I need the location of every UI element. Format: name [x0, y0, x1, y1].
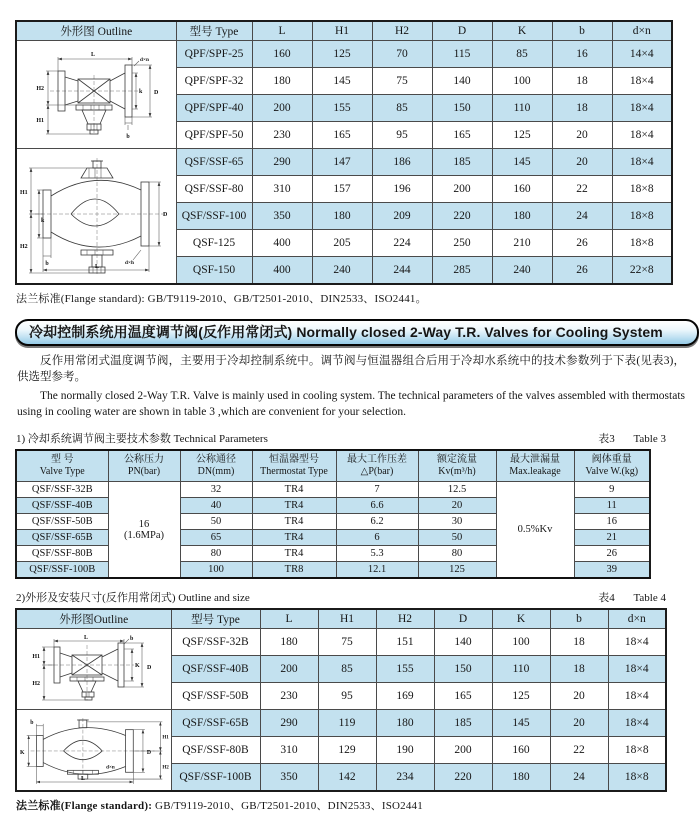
dim-cell: 160 [492, 737, 550, 764]
table3-header-pn: 公称压力 PN(bar) [108, 450, 180, 482]
table4-header-outline: 外形图Outline [16, 609, 171, 629]
dim-cell: 24 [550, 764, 608, 792]
thermostat-cell: TR4 [252, 514, 336, 530]
dim-cell: 18×4 [608, 656, 666, 683]
valve-type-cell: QPF/SPF-40 [176, 95, 252, 122]
svg-text:H2: H2 [36, 85, 45, 92]
table1-header-type: 型号 Type [176, 21, 252, 41]
svg-text:K: K [134, 663, 140, 670]
dim-cell: 209 [372, 203, 432, 230]
dim-cell: 220 [432, 203, 492, 230]
valve-dimensions-table [15, 20, 673, 285]
svg-text:H2: H2 [162, 764, 169, 771]
dim-cell: 160 [252, 41, 312, 68]
valve-type-cell: QPF/SPF-32 [176, 68, 252, 95]
table1-header-b: b [552, 21, 612, 41]
table-row [16, 41, 672, 68]
dim-cell: 70 [372, 41, 432, 68]
dim-cell: 20 [550, 710, 608, 737]
flange-note-2-rest: GB/T9119-2010、GB/T2501-2010、DIN2533、ISO2441 [152, 800, 423, 813]
valve-type-cell: QSF/SSF-100 [176, 203, 252, 230]
table4-header-L: L [260, 609, 318, 629]
kv-cell: 30 [418, 514, 496, 530]
dim-cell: 200 [260, 656, 318, 683]
dp-cell: 12.1 [336, 562, 418, 579]
dim-cell: 224 [372, 230, 432, 257]
dim-cell: 140 [434, 629, 492, 656]
dim-cell: 220 [434, 764, 492, 792]
table3-header-row [16, 450, 650, 482]
dim-cell: 18 [550, 629, 608, 656]
dim-cell: 125 [312, 41, 372, 68]
valve-type-cell: QSF-125 [176, 230, 252, 257]
dim-cell: 180 [252, 68, 312, 95]
valve-type-cell: QSF/SSF-100B [16, 562, 108, 579]
table1-header-K: K [492, 21, 552, 41]
dim-cell: 18 [552, 68, 612, 95]
outline-size-table [15, 608, 667, 792]
dim-cell: 186 [372, 149, 432, 176]
dim-cell: 85 [492, 41, 552, 68]
svg-text:H2: H2 [20, 244, 28, 250]
table1-header-dxn: d×n [612, 21, 672, 41]
dim-cell: 129 [318, 737, 376, 764]
dim-cell: 18×8 [612, 230, 672, 257]
dim-cell: 100 [492, 629, 550, 656]
flange-note-2-bold: 法兰标准(Flange standard): [16, 800, 153, 813]
table3-header-dn: 公称通径 DN(mm) [180, 450, 252, 482]
valve-outline-drawing-1 [20, 46, 172, 144]
dim-cell: 290 [252, 149, 312, 176]
dim-cell: 160 [492, 176, 552, 203]
kv-cell: 50 [418, 530, 496, 546]
svg-text:L: L [83, 635, 88, 642]
dim-cell: 125 [492, 122, 552, 149]
table-4-ref [598, 589, 666, 605]
dim-cell: 151 [376, 629, 434, 656]
kv-cell: 125 [418, 562, 496, 579]
dim-cell: 20 [550, 683, 608, 710]
svg-text:H1: H1 [32, 654, 40, 661]
intro-paragraph-en: The normally closed 2-Way T.R. Valve is mainly used in cooling system. The technical parameters of the valves assembled with thermostats using in cooling water are shown in table 3 ,which are convenient for your selection. [17, 389, 685, 418]
flange-note-2 [16, 797, 687, 813]
dim-cell: 350 [260, 764, 318, 792]
dim-cell: 180 [376, 710, 434, 737]
table4-header-dxn: d×n [608, 609, 666, 629]
table-3-ref [598, 430, 666, 446]
table4-header-H2: H2 [376, 609, 434, 629]
dim-cell: 200 [434, 737, 492, 764]
dn-cell: 50 [180, 514, 252, 530]
dim-cell: 157 [312, 176, 372, 203]
thermostat-cell: TR4 [252, 530, 336, 546]
table3-header-dp: 最大工作压差 △P(bar) [336, 450, 418, 482]
table-3-ref-cn: 表3 [598, 433, 615, 446]
table-row [16, 710, 666, 737]
svg-text:H1: H1 [20, 190, 28, 196]
table1-header-H2: H2 [372, 21, 432, 41]
dn-cell: 80 [180, 546, 252, 562]
kv-cell: 12.5 [418, 482, 496, 498]
kv-cell: 80 [418, 546, 496, 562]
dim-cell: 240 [312, 257, 372, 285]
table4-header-b: b [550, 609, 608, 629]
dim-cell: 185 [432, 149, 492, 176]
outline-drawing-cell-b-small [16, 629, 171, 710]
dim-cell: 85 [318, 656, 376, 683]
dim-cell: 244 [372, 257, 432, 285]
svg-text:H2: H2 [32, 681, 40, 688]
dn-cell: 32 [180, 482, 252, 498]
outline-drawing-cell-b-large [16, 710, 171, 792]
dim-cell: 26 [552, 230, 612, 257]
dim-cell: 18×8 [612, 176, 672, 203]
dim-cell: 110 [492, 656, 550, 683]
dim-cell: 290 [260, 710, 318, 737]
table4-header-K: K [492, 609, 550, 629]
table-row [16, 149, 672, 176]
valve-type-cell: QSF/SSF-50B [16, 514, 108, 530]
table4-header-type: 型号 Type [171, 609, 260, 629]
section-2-label: 2)外形及安装尺寸(反作用常闭式) Outline and size [16, 592, 250, 605]
svg-text:b: b [45, 261, 49, 267]
weight-cell: 26 [574, 546, 650, 562]
dn-cell: 65 [180, 530, 252, 546]
section-1-row [16, 430, 666, 446]
valve-type-cell: QSF/SSF-80 [176, 176, 252, 203]
valve-type-cell: QSF/SSF-65B [171, 710, 260, 737]
dim-cell: 150 [434, 656, 492, 683]
dim-cell: 169 [376, 683, 434, 710]
valve-outline-drawing-2 [19, 154, 175, 278]
dim-cell: 18×4 [608, 710, 666, 737]
dim-cell: 20 [552, 149, 612, 176]
svg-text:D: D [154, 89, 159, 96]
flange-note-1: 法兰标准(Flange standard): GB/T9119-2010、GB/T2501-2010、DIN2533、ISO2441。 [16, 293, 427, 305]
dim-cell: 185 [434, 710, 492, 737]
dim-cell: 200 [252, 95, 312, 122]
svg-text:D: D [163, 212, 168, 218]
table-row [16, 629, 666, 656]
dim-cell: 145 [312, 68, 372, 95]
dim-cell: 85 [372, 95, 432, 122]
dim-cell: 125 [492, 683, 550, 710]
valve-type-cell: QSF/SSF-32B [171, 629, 260, 656]
dim-cell: 18×8 [608, 764, 666, 792]
dim-cell: 140 [432, 68, 492, 95]
table3-header-thermostat: 恒温器型号 Thermostat Type [252, 450, 336, 482]
dim-cell: 18×4 [612, 68, 672, 95]
svg-text:L: L [80, 776, 85, 783]
valve-outline-drawing-4 [19, 713, 172, 787]
dim-cell: 18×4 [608, 629, 666, 656]
dim-cell: 18×8 [612, 203, 672, 230]
dp-cell: 6.6 [336, 498, 418, 514]
kv-cell: 20 [418, 498, 496, 514]
valve-type-cell: QSF/SSF-80B [171, 737, 260, 764]
svg-text:K: K [19, 750, 25, 757]
thermostat-cell: TR4 [252, 498, 336, 514]
dim-cell: 240 [492, 257, 552, 285]
dim-cell: 18 [550, 656, 608, 683]
svg-text:d×h: d×h [125, 260, 134, 266]
table4-header-row [16, 609, 666, 629]
dim-cell: 180 [492, 203, 552, 230]
dim-cell: 190 [376, 737, 434, 764]
table-3-ref-en: Table 3 [633, 433, 666, 446]
table3-header-weight: 阀体重量 Valve W.(kg) [574, 450, 650, 482]
svg-text:b: b [129, 636, 134, 643]
table3-header-leakage: 最大泄漏量 Max.leakage [496, 450, 574, 482]
dim-cell: 100 [492, 68, 552, 95]
dim-cell: 18×4 [612, 149, 672, 176]
table1-header-outline: 外形图 Outline [16, 21, 176, 41]
dim-cell: 95 [372, 122, 432, 149]
dim-cell: 115 [432, 41, 492, 68]
dim-cell: 310 [260, 737, 318, 764]
dim-cell: 230 [252, 122, 312, 149]
section-title-banner: 冷却控制系统用温度调节阀(反作用常闭式) Normally closed 2-Way T.R. Valves for Cooling System [15, 319, 699, 346]
valve-type-cell: QSF/SSF-100B [171, 764, 260, 792]
svg-text:b: b [126, 133, 130, 140]
dim-cell: 350 [252, 203, 312, 230]
svg-text:H1: H1 [36, 117, 45, 124]
section-2-row [16, 589, 666, 605]
pn-merged-cell: 16 (1.6MPa) [108, 482, 180, 579]
dim-cell: 145 [492, 710, 550, 737]
valve-type-cell: QSF/SSF-80B [16, 546, 108, 562]
thermostat-cell: TR8 [252, 562, 336, 579]
dim-cell: 26 [552, 257, 612, 285]
svg-text:d×n: d×n [106, 764, 115, 771]
dim-cell: 200 [432, 176, 492, 203]
svg-text:D: D [146, 665, 152, 672]
dim-cell: 165 [312, 122, 372, 149]
weight-cell: 11 [574, 498, 650, 514]
table-4-ref-en: Table 4 [633, 592, 666, 605]
dim-cell: 75 [318, 629, 376, 656]
dim-cell: 95 [318, 683, 376, 710]
dim-cell: 400 [252, 257, 312, 285]
leakage-merged-cell: 0.5%Kv [496, 482, 574, 579]
dim-cell: 205 [312, 230, 372, 257]
weight-cell: 9 [574, 482, 650, 498]
valve-type-cell: QPF/SPF-50 [176, 122, 252, 149]
dim-cell: 24 [552, 203, 612, 230]
dim-cell: 18 [552, 95, 612, 122]
dim-cell: 147 [312, 149, 372, 176]
svg-text:b: b [30, 720, 34, 727]
table1-header-row [16, 21, 672, 41]
dim-cell: 155 [312, 95, 372, 122]
dim-cell: 22 [550, 737, 608, 764]
dim-cell: 75 [372, 68, 432, 95]
dim-cell: 196 [372, 176, 432, 203]
dim-cell: 142 [318, 764, 376, 792]
dim-cell: 16 [552, 41, 612, 68]
dp-cell: 5.3 [336, 546, 418, 562]
svg-text:k: k [139, 88, 143, 95]
outline-drawing-cell-qpf [16, 41, 176, 149]
table-row [16, 482, 650, 498]
dp-cell: 6 [336, 530, 418, 546]
svg-text:L: L [94, 264, 100, 270]
svg-text:D: D [146, 750, 152, 757]
table1-header-L: L [252, 21, 312, 41]
table4-header-D: D [434, 609, 492, 629]
outline-drawing-cell-qsf [16, 149, 176, 285]
table3-header-type: 型 号 Valve Type [16, 450, 108, 482]
technical-parameters-table [15, 449, 651, 579]
thermostat-cell: TR4 [252, 482, 336, 498]
table1-header-D: D [432, 21, 492, 41]
valve-type-cell: QSF/SSF-65 [176, 149, 252, 176]
dim-cell: 119 [318, 710, 376, 737]
intro-paragraph-cn: 反作用常闭式温度调节阀，主要用于冷却控制系统中。调节阀与恒温器组合后用于冷却水系统中的技术参数列于下表(见表3)，供选型参考。 [17, 355, 685, 384]
dim-cell: 234 [376, 764, 434, 792]
dim-cell: 18×4 [612, 95, 672, 122]
dim-cell: 165 [434, 683, 492, 710]
dim-cell: 22×8 [612, 257, 672, 285]
dim-cell: 20 [552, 122, 612, 149]
dim-cell: 180 [260, 629, 318, 656]
dim-cell: 250 [432, 230, 492, 257]
valve-outline-drawing-3 [20, 632, 168, 706]
dim-cell: 145 [492, 149, 552, 176]
table4-header-H1: H1 [318, 609, 376, 629]
valve-type-cell: QSF/SSF-50B [171, 683, 260, 710]
dim-cell: 18×4 [608, 683, 666, 710]
dim-cell: 285 [432, 257, 492, 285]
valve-type-cell: QSF/SSF-65B [16, 530, 108, 546]
weight-cell: 39 [574, 562, 650, 579]
dim-cell: 400 [252, 230, 312, 257]
dim-cell: 180 [312, 203, 372, 230]
dim-cell: 150 [432, 95, 492, 122]
dim-cell: 22 [552, 176, 612, 203]
dim-cell: 230 [260, 683, 318, 710]
svg-text:L: L [91, 51, 96, 58]
dim-cell: 14×4 [612, 41, 672, 68]
dn-cell: 40 [180, 498, 252, 514]
dim-cell: 155 [376, 656, 434, 683]
dim-cell: 180 [492, 764, 550, 792]
thermostat-cell: TR4 [252, 546, 336, 562]
dp-cell: 6.2 [336, 514, 418, 530]
svg-text:k: k [41, 218, 45, 224]
dim-cell: 18×8 [608, 737, 666, 764]
dim-cell: 310 [252, 176, 312, 203]
dim-cell: 165 [432, 122, 492, 149]
valve-type-cell: QSF/SSF-40B [16, 498, 108, 514]
table3-header-kv: 额定流量 Kv(m³/h) [418, 450, 496, 482]
table1-header-H1: H1 [312, 21, 372, 41]
dp-cell: 7 [336, 482, 418, 498]
valve-type-cell: QSF-150 [176, 257, 252, 285]
valve-type-cell: QPF/SPF-25 [176, 41, 252, 68]
weight-cell: 21 [574, 530, 650, 546]
dn-cell: 100 [180, 562, 252, 579]
section-1-label: 1) 冷却系统调节阀主要技术参数 Technical Parameters [16, 433, 268, 446]
svg-text:H1: H1 [162, 734, 169, 741]
valve-type-cell: QSF/SSF-40B [171, 656, 260, 683]
valve-type-cell: QSF/SSF-32B [16, 482, 108, 498]
dim-cell: 18×4 [612, 122, 672, 149]
weight-cell: 16 [574, 514, 650, 530]
dim-cell: 210 [492, 230, 552, 257]
dim-cell: 110 [492, 95, 552, 122]
table-4-ref-cn: 表4 [598, 592, 615, 605]
svg-text:d×n: d×n [140, 56, 150, 63]
